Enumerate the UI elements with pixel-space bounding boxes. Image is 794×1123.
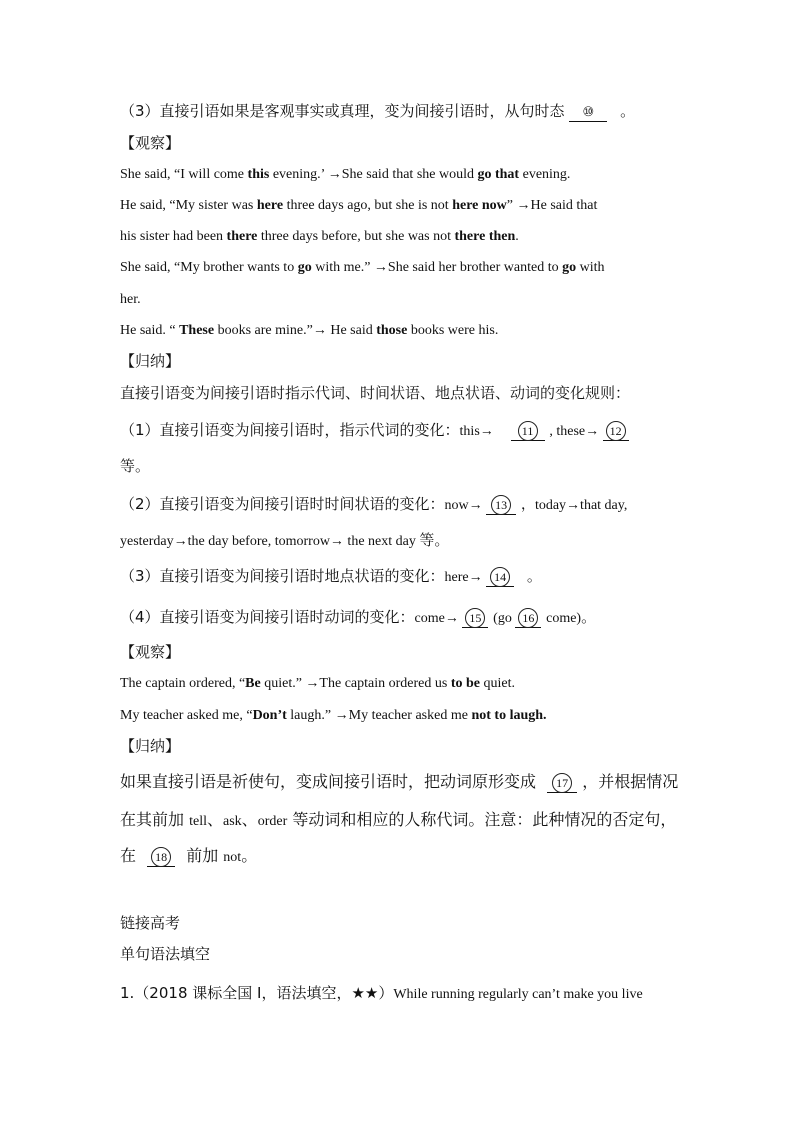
rule-3-line: （3）直接引语如果是客观事实或真理，变为间接引语时，从句时态 ⑩ 。: [120, 102, 636, 120]
blank-10[interactable]: ⑩: [569, 101, 607, 122]
rule-place: （3）直接引语变为间接引语时地点状语的变化：here→ 14 。: [120, 567, 542, 585]
summary2-line-2: 在其前加 tell、ask、order 等动词和相应的人称代词。注意：此种情况的否定句，: [120, 810, 677, 829]
blank-18[interactable]: 18: [147, 846, 175, 867]
link-gaokao-heading: 链接高考: [120, 914, 181, 932]
blank-13[interactable]: 13: [486, 494, 516, 515]
blank-11[interactable]: 11: [511, 420, 545, 441]
summary2-line-3: 在 18 前加 not。: [120, 846, 258, 865]
observe2-example-2: My teacher asked me, “Don’t laugh.” →My teacher asked me not to laugh.: [120, 708, 547, 723]
blank-14[interactable]: 14: [486, 566, 514, 587]
observe-example-4: He said. “ These books are mine.”→ He said those books were his.: [120, 323, 499, 338]
rule-time-cont: yesterday→the day before, tomorrow→ the next day 等。: [120, 531, 450, 549]
summary2-line-1: 如果直接引语是祈使句，变成间接引语时，把动词原形变成 17 ，并根据情况: [120, 772, 679, 791]
observe-example-1: She said, “I will come this evening.’ →She said that she would go that evening.: [120, 167, 571, 182]
observe-example-3-cont: her.: [120, 292, 141, 307]
section-heading: 单句语法填空: [120, 945, 211, 963]
summary-intro: 直接引语变为间接引语时指示代词、时间状语、地点状语、动词的变化规则：: [120, 384, 631, 402]
observe2-example-1: The captain ordered, “Be quiet.” →The captain ordered us to be quiet.: [120, 676, 515, 691]
blank-12[interactable]: 12: [603, 420, 629, 441]
blank-16[interactable]: 16: [515, 607, 541, 628]
rule-time: （2）直接引语变为间接引语时时间状语的变化：now→ 13 ，today→that day,: [120, 495, 628, 513]
blank-15[interactable]: 15: [462, 607, 488, 628]
rule-demonstrative: （1）直接引语变为间接引语时，指示代词的变化：this→ 11 , these→ 12: [120, 420, 629, 442]
rule-demonstrative-cont: 等。: [120, 457, 151, 475]
blank-17[interactable]: 17: [547, 772, 577, 793]
question-1: 1.（2018 课标全国 I，语法填空，★★）While running regularly can’t make you live: [120, 984, 643, 1002]
summary-heading-1: 【归纳】: [120, 352, 181, 370]
observe-example-2: He said, “My sister was here three days ago, but she is not here now” →He said that: [120, 198, 598, 213]
observe-heading-1: 【观察】: [120, 134, 181, 152]
observe-example-2-cont: his sister had been there three days before, but she was not there then.: [120, 229, 519, 244]
document-page: [120, 0, 680, 1123]
rule-verb: （4）直接引语变为间接引语时动词的变化：come→ 15 (go 16 come)。: [120, 608, 597, 626]
observe-heading-2: 【观察】: [120, 643, 181, 661]
observe-example-3: She said, “My brother wants to go with me.” →She said her brother wanted to go with: [120, 260, 605, 275]
summary-heading-2: 【归纳】: [120, 737, 181, 755]
